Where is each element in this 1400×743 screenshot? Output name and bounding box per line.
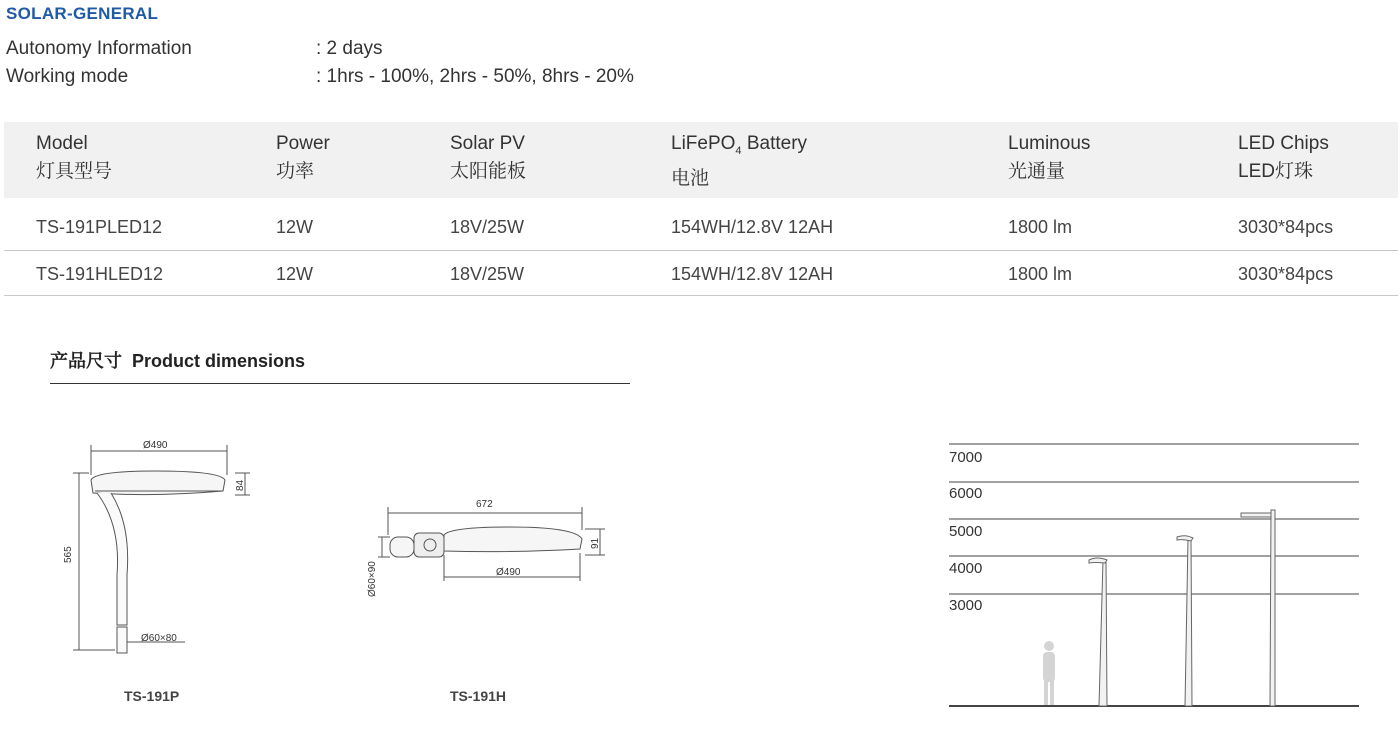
pole-5m [1177,536,1193,706]
dim-total-height-label: 565 [63,546,74,563]
info-value: : 2 days [316,38,383,59]
header-led-chips [1238,130,1329,186]
header-en-main: LiFePO [671,133,736,154]
header-power [276,130,330,186]
header-en: Power [276,133,330,154]
ts-191h-drawing [360,495,620,605]
info-row-autonomy [6,38,383,60]
row-divider [4,250,1398,251]
luminaire-arm [97,493,128,625]
header-en-tail: Battery [741,133,808,154]
cell-luminous: 1800 lm [1008,264,1073,284]
cell-led-chips: 3030*84pcs [1238,217,1334,237]
height-label: 4000 [949,560,983,577]
dim-spigot-label: Ø60×80 [141,633,177,644]
dimensions-underline [50,383,630,384]
caption-ts-191p: TS-191P [124,688,180,704]
header-battery [671,130,807,193]
header-cn: LED灯珠 [1238,161,1313,182]
dim-spigot-label: Ø60×90 [367,561,378,597]
dim-head-height-label: 84 [235,479,246,491]
pole-6m [1241,510,1275,706]
cell-battery: 154WH/12.8V 12AH [671,217,834,237]
header-en-subscript: 4 [735,144,742,157]
header-cn: 太阳能板 [450,161,527,182]
human-silhouette [1043,641,1055,705]
pole-4m [1089,558,1107,706]
header-en: Luminous [1008,133,1091,154]
cell-solar-pv: 18V/25W [450,264,525,284]
header-model [36,130,112,186]
dimensions-title-en: Product dimensions [132,351,306,371]
cell-battery: 154WH/12.8V 12AH [671,264,834,284]
dimensions-title-cn: 产品尺寸 [50,351,122,371]
height-label: 3000 [949,597,983,614]
dim-height-label: 91 [590,537,601,549]
height-label: 7000 [949,449,983,466]
cell-power: 12W [276,217,314,237]
caption-ts-191h: TS-191H [450,688,507,704]
info-label: Autonomy Information [6,38,192,59]
height-label: 5000 [949,523,983,540]
row-divider [4,295,1398,296]
cell-led-chips: 3030*84pcs [1238,264,1334,284]
info-row-working-mode [6,66,634,88]
luminaire-head [444,527,582,552]
dim-length-label: 672 [476,499,493,510]
dimensions-title [50,347,305,373]
dim-width-label: Ø490 [143,440,168,451]
dim-diameter-label: Ø490 [496,567,521,578]
header-en: LED Chips [1238,133,1329,154]
section-title: SOLAR-GENERAL [6,4,159,23]
header-cn: 灯具型号 [36,161,113,182]
header-luminous [1008,130,1090,186]
info-value: : 1hrs - 100%, 2hrs - 50%, 8hrs - 20% [316,66,634,87]
cell-luminous: 1800 lm [1008,217,1073,237]
header-en: Solar PV [450,133,525,154]
header-cn: 功率 [276,161,315,182]
cell-model: TS-191HLED12 [36,264,164,284]
header-en: Model [36,133,88,154]
header-cn: 电池 [671,167,710,189]
ts-191p-drawing [55,435,275,665]
header-solar-pv [450,130,526,186]
cell-solar-pv: 18V/25W [450,217,525,237]
height-label: 6000 [949,485,983,502]
info-label: Working mode [6,66,129,87]
header-cn: 光通量 [1008,161,1066,182]
mounting-height-diagram [945,440,1365,715]
cell-model: TS-191PLED12 [36,217,163,237]
cell-power: 12W [276,264,314,284]
header-en [671,130,807,165]
